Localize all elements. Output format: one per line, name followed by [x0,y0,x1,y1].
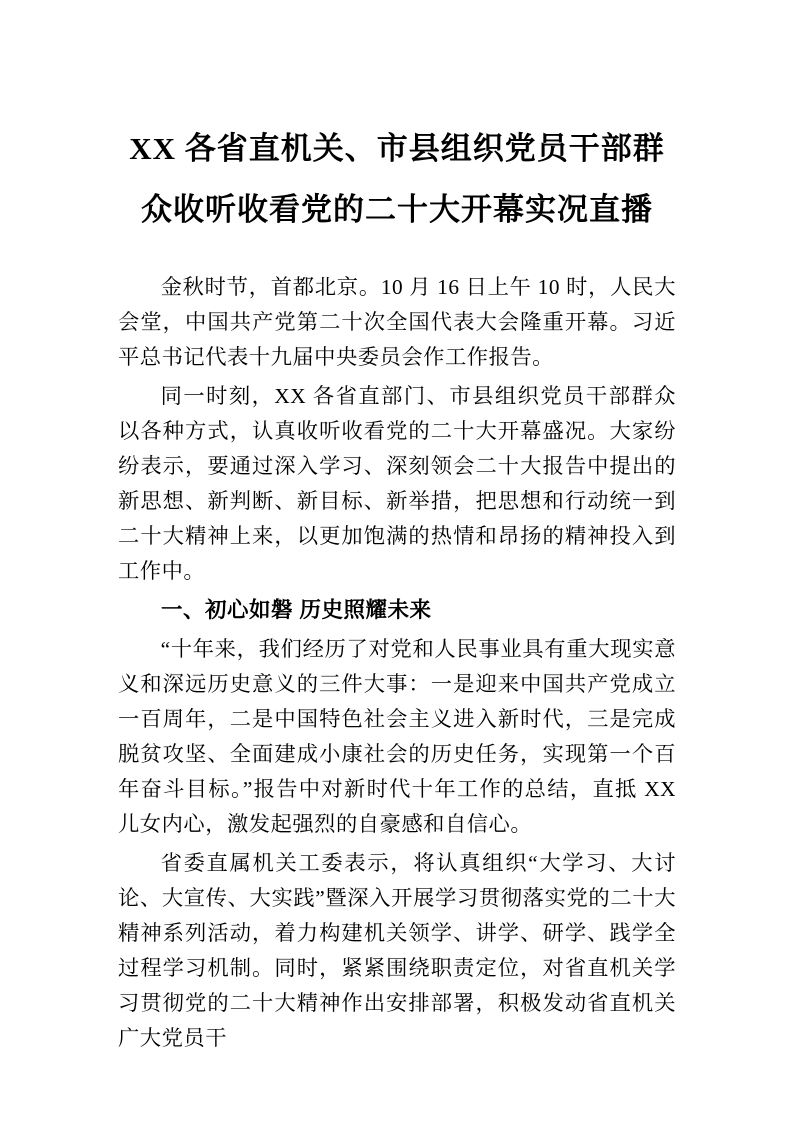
intro-paragraph-1: 金秋时节，首都北京。10 月 16 日上午 10 时，人民大会堂，中国共产党第二十次全国代表大会隆重开幕。习近平总书记代表十九届中央委员会作工作报告。 [118,275,676,369]
section1-paragraph-2: 省委直属机关工委表示，将认真组织“大学习、大讨论、大宣传、大实践”暨深入开展学习贯彻落实党的二十大精神系列活动，着力构建机关领学、讲学、研学、践学全过程学习机制。同时，紧紧围绕职责定位，对省直机关学习贯彻党的二十大精神作出安排部署，积极发动省直机关广大党员干 [118,851,676,1050]
section1-paragraph-1: “十年来，我们经历了对党和人民事业具有重大现实意义和深远历史意义的三件大事：一是迎来中国共产党成立一百周年，二是中国特色社会主义进入新时代，三是完成脱贫攻坚、全面建成小康社会的历史任务，实现第一个百年奋斗目标。”报告中对新时代十年工作的总结，直抵 XX 儿女内心，激发起强烈的自豪感和自信心。 [118,637,676,836]
section-heading-1: 一、初心如磐 历史照耀未来 [161,598,432,622]
intro-paragraph-2: 同一时刻，XX 各省直部门、市县组织党员干部群众以各种方式，认真收听收看党的二十大开幕盛况。大家纷纷表示，要通过深入学习、深刻领会二十大报告中提出的新思想、新判断、新目标、新举措，把思想和行动统一到二十大精神上来，以更加饱满的热情和昂扬的精神投入到工作中。 [118,384,676,583]
document-title: XX 各省直机关、市县组织党员干部群众收听收看党的二十大开幕实况直播 [129,131,665,227]
